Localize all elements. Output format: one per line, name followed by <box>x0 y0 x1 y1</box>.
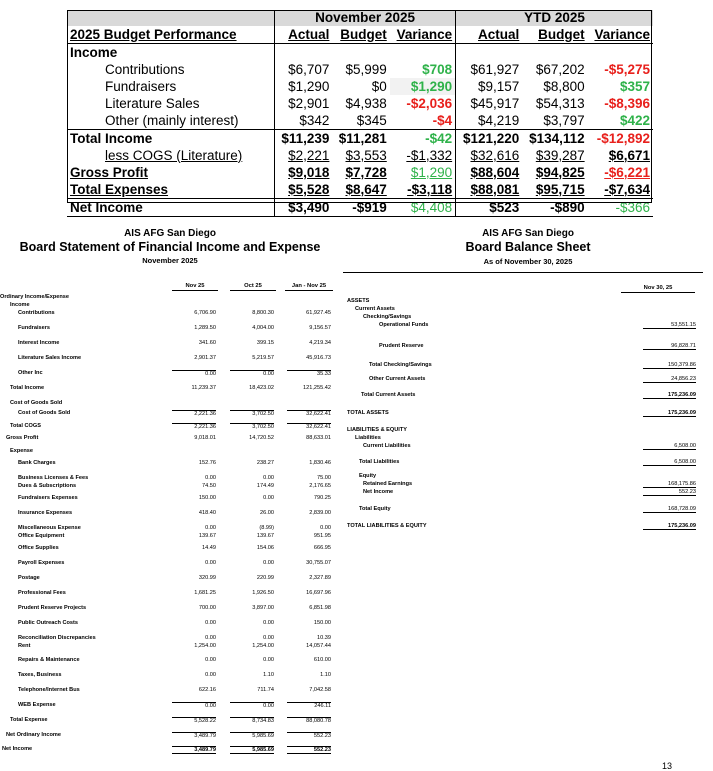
row-label: Insurance Expenses <box>18 510 73 516</box>
balance-col-header: Nov 30, 25 <box>621 285 695 293</box>
row-value: 0.00 <box>230 702 274 709</box>
row-value: 168,175.86 <box>643 481 696 488</box>
table-row <box>0 746 340 754</box>
row-label: TOTAL LIABILITIES & EQUITY <box>347 523 427 529</box>
table-row <box>0 635 340 643</box>
row-value: 14,720.52 <box>249 435 274 441</box>
row-value: 139.67 <box>198 533 216 539</box>
row-label: LIABILITIES & EQUITY <box>347 427 407 433</box>
row-value: 30,755.07 <box>306 560 331 566</box>
table-row <box>0 495 340 503</box>
row-value: 88,080.78 <box>287 717 331 724</box>
row-label: Operational Funds <box>379 322 429 328</box>
row-label: Net Income <box>363 489 394 495</box>
table-row <box>0 590 340 598</box>
col-variance: Variance <box>390 26 456 44</box>
row-value: 0.00 <box>205 635 216 641</box>
row-value: 5,528.22 <box>172 717 216 724</box>
income-title: Board Statement of Financial Income and Expense <box>19 240 321 254</box>
table-row: less COGS (Literature) $2,221 $3,553 -$1,332 $32,616 $39,287 $6,671 <box>105 147 650 163</box>
row-value: 32,622.41 <box>287 410 331 417</box>
row-value: 0.00 <box>172 370 216 377</box>
row-label: WEB Expense <box>18 702 56 708</box>
row-value: 6,508.00 <box>643 459 696 466</box>
row-value: 75.00 <box>317 475 331 481</box>
table-row: Net Income $3,490 -$919 $4,408 $523 -$890 -$366 <box>67 199 653 217</box>
row-value: 9,156.57 <box>309 325 331 331</box>
row-value: 1.10 <box>263 672 274 678</box>
row-value: 175,236.09 <box>643 523 696 530</box>
col-ytd-actual: Actual <box>456 26 523 44</box>
table-row: Contributions $6,707 $5,999 $708 $61,927 $67,202 -$5,275 <box>105 61 650 77</box>
row-label: Ordinary Income/Expense <box>0 294 70 300</box>
row-value: 24,856.23 <box>643 376 696 383</box>
page-number: 13 <box>662 761 673 771</box>
row-value: 175,236.09 <box>643 410 696 417</box>
row-label: Total COGS <box>10 423 41 429</box>
row-label: Taxes, Business <box>18 672 62 678</box>
row-value: 320.99 <box>198 575 216 581</box>
col-budget: Budget <box>332 26 389 44</box>
row-value: 700.00 <box>198 605 216 611</box>
table-row <box>343 489 713 497</box>
row-value: 121,255.42 <box>303 385 331 391</box>
table-row <box>0 545 340 553</box>
table-row <box>343 376 713 384</box>
row-value: 0.00 <box>205 475 216 481</box>
row-value: 2,327.89 <box>309 575 331 581</box>
table-row: Other (mainly interest) $342 $345 -$4 $4,219 $3,797 $422 <box>105 112 650 128</box>
row-value: 8,734.83 <box>230 717 274 724</box>
row-label: Repairs & Maintenance <box>18 657 80 663</box>
row-value: 3,702.50 <box>230 423 274 430</box>
col-actual: Actual <box>275 26 333 44</box>
row-value: 26.00 <box>260 510 274 516</box>
row-label: Interest Income <box>18 340 60 346</box>
row-label: Gross Profit <box>6 435 39 441</box>
row-label: Office Supplies <box>18 545 59 551</box>
row-label: Total Equity <box>359 506 391 512</box>
row-value: 16,697.96 <box>306 590 331 596</box>
row-value: 790.25 <box>313 495 331 501</box>
header-november: November 2025 <box>275 10 456 26</box>
table-row <box>0 533 340 541</box>
table-row <box>343 362 713 370</box>
row-label: Office Equipment <box>18 533 65 539</box>
row-value: 2,176.65 <box>309 483 331 489</box>
table-row <box>0 385 340 393</box>
row-value: 1,681.25 <box>194 590 216 596</box>
row-value: 53,551.15 <box>643 322 696 329</box>
table-row <box>0 657 340 665</box>
row-value: 18,423.02 <box>249 385 274 391</box>
row-label: Net Income <box>2 746 33 752</box>
row-label: Literature Sales Income <box>18 355 82 361</box>
row-label: Cost of Goods Sold <box>18 410 71 416</box>
row-value: 552.23 <box>287 746 331 754</box>
row-value: 152.76 <box>198 460 216 466</box>
table-row <box>0 423 340 431</box>
row-value: 150,379.86 <box>643 362 696 369</box>
header-ytd: YTD 2025 <box>456 10 653 26</box>
row-value: 0.00 <box>263 635 274 641</box>
table-row <box>0 643 340 651</box>
row-value: 35.33 <box>287 370 331 377</box>
row-label: Postage <box>18 575 40 581</box>
row-label: Current Assets <box>355 306 395 312</box>
row-value: 0.00 <box>230 370 274 377</box>
table-row <box>0 687 340 695</box>
header-blank <box>67 10 275 26</box>
table-row <box>343 459 713 467</box>
balance-divider <box>343 272 703 273</box>
row-label: Net Ordinary Income <box>6 732 62 738</box>
table-row <box>0 400 340 408</box>
table-row <box>343 322 713 330</box>
table-row <box>343 306 713 314</box>
row-value: (8.99) <box>259 525 274 531</box>
row-value: 2,901.37 <box>194 355 216 361</box>
row-value: 3,489.79 <box>172 746 216 754</box>
row-label: Contributions <box>18 310 55 316</box>
row-value: 6,851.98 <box>309 605 331 611</box>
row-value: 1,254.00 <box>194 643 216 649</box>
row-value: 154.06 <box>256 545 274 551</box>
row-value: 0.00 <box>172 702 216 709</box>
row-value: 5,985.69 <box>230 746 274 754</box>
row-value: 4,004.00 <box>252 325 274 331</box>
row-value: 74.50 <box>202 483 216 489</box>
table-row <box>0 560 340 568</box>
table-row <box>343 343 713 351</box>
table-row <box>0 717 340 725</box>
row-value: 0.00 <box>263 495 274 501</box>
table-row <box>343 506 713 514</box>
row-value: 96,828.71 <box>643 343 696 350</box>
row-value: 622.16 <box>198 687 216 693</box>
table-row <box>343 314 713 322</box>
row-label: Dues & Subscriptions <box>18 483 77 489</box>
income-company-name: AIS AFG San Diego <box>124 228 216 239</box>
row-label: Income <box>10 302 30 308</box>
row-label: Bank Charges <box>18 460 56 466</box>
table-row <box>343 435 713 443</box>
table-title: 2025 Budget Performance <box>67 26 275 44</box>
table-row <box>0 605 340 613</box>
table-row <box>0 302 340 310</box>
row-value: 951.95 <box>313 533 331 539</box>
row-value: 341.60 <box>198 340 216 346</box>
balance-title: Board Balance Sheet <box>465 240 591 254</box>
table-row: Fundraisers $1,290 $0 $1,290 $9,157 $8,800 $357 <box>105 78 650 94</box>
table-row: Total Income $11,239 $11,281 -$42 $121,220 $134,112 -$12,892 <box>67 130 653 148</box>
row-value: 32,622.41 <box>287 423 331 430</box>
balance-company-name: AIS AFG San Diego <box>482 228 574 239</box>
row-label: Checking/Savings <box>363 314 412 320</box>
row-label: Total Expense <box>10 717 48 723</box>
row-label: Cost of Goods Sold <box>10 400 63 406</box>
row-value: 1,926.50 <box>252 590 274 596</box>
table-row <box>343 481 713 489</box>
table-row: Gross Profit $9,018 $7,728 $1,290 $88,604 $94,825 -$6,221 <box>70 164 650 180</box>
table-row <box>343 392 713 400</box>
row-value: 5,985.69 <box>230 732 274 739</box>
table-row <box>343 473 713 481</box>
table-row <box>0 732 340 740</box>
row-value: 61,927.45 <box>306 310 331 316</box>
table-row <box>0 475 340 483</box>
row-value: 3,897.00 <box>252 605 274 611</box>
row-value: 6,508.00 <box>643 443 696 450</box>
row-value: 8,800.30 <box>252 310 274 316</box>
income-col-oct: Oct 25 <box>230 283 276 291</box>
row-value: 150.00 <box>313 620 331 626</box>
row-label: Telephone/Internet Bus <box>18 687 80 693</box>
balance-date: As of November 30, 2025 <box>483 257 573 266</box>
row-label: TOTAL ASSETS <box>347 410 389 416</box>
row-value: 168,728.09 <box>643 506 696 513</box>
row-value: 139.67 <box>256 533 274 539</box>
table-row <box>0 575 340 583</box>
row-value: 11,239.37 <box>191 385 216 391</box>
table-row <box>0 448 340 456</box>
row-label: Liabilities <box>355 435 381 441</box>
table-row <box>0 310 340 318</box>
table-row <box>0 370 340 378</box>
row-value: 3,489.79 <box>172 732 216 739</box>
table-row <box>0 340 340 348</box>
row-value: 175,236.09 <box>643 392 696 399</box>
row-value: 10.39 <box>317 635 331 641</box>
row-label: Total Liabilities <box>359 459 400 465</box>
table-row <box>0 355 340 363</box>
row-label: Expense <box>10 448 34 454</box>
row-value: 0.00 <box>263 475 274 481</box>
row-label: Other Current Assets <box>369 376 426 382</box>
table-row <box>0 483 340 491</box>
row-label: Equity <box>359 473 377 479</box>
row-value: 6,706.90 <box>194 310 216 316</box>
row-value: 552.23 <box>287 732 331 739</box>
row-label: Business Licenses & Fees <box>18 475 89 481</box>
row-value: 0.00 <box>205 560 216 566</box>
row-value: 0.00 <box>205 525 216 531</box>
table-row <box>0 435 340 443</box>
row-value: 666.95 <box>313 545 331 551</box>
row-label: Miscellaneous Expense <box>18 525 81 531</box>
table-row <box>0 410 340 418</box>
income-section-label: Income <box>67 44 275 62</box>
table-row <box>0 510 340 518</box>
table-row <box>0 325 340 333</box>
row-value: 1.10 <box>320 672 331 678</box>
row-value: 174.49 <box>256 483 274 489</box>
row-label: Fundraisers Expenses <box>18 495 78 501</box>
table-row: Literature Sales $2,901 $4,938 -$2,036 $45,917 $54,313 -$8,396 <box>105 95 650 111</box>
income-col-nov: Nov 25 <box>172 283 218 291</box>
row-value: 238.27 <box>256 460 274 466</box>
row-value: 2,221.36 <box>172 423 216 430</box>
row-label: Prudent Reserve <box>379 343 424 349</box>
table-row: Total Expenses $5,528 $8,647 -$3,118 $88,081 $95,715 -$7,634 <box>70 181 650 197</box>
row-label: Total Income <box>10 385 45 391</box>
row-value: 9,018.01 <box>194 435 216 441</box>
row-label: Retained Earnings <box>363 481 413 487</box>
col-ytd-budget: Budget <box>522 26 587 44</box>
row-value: 1,289.50 <box>194 325 216 331</box>
row-value: 14,057.44 <box>306 643 331 649</box>
row-label: Rent <box>18 643 31 649</box>
row-value: 711.74 <box>257 687 274 693</box>
row-value: 399.15 <box>256 340 274 346</box>
row-value: 7,042.58 <box>309 687 331 693</box>
row-value: 3,702.50 <box>230 410 274 417</box>
table-row <box>0 620 340 628</box>
row-label: Public Outreach Costs <box>18 620 78 626</box>
row-value: 552.23 <box>643 489 696 496</box>
row-value: 45,916.73 <box>306 355 331 361</box>
row-value: 0.00 <box>263 657 274 663</box>
row-value: 5,219.57 <box>252 355 274 361</box>
row-label: Reconciliation Discrepancies <box>18 635 96 641</box>
row-value: 0.00 <box>320 525 331 531</box>
row-value: 0.00 <box>263 560 274 566</box>
row-value: 0.00 <box>205 657 216 663</box>
row-label: Total Current Assets <box>361 392 416 398</box>
row-label: Other Inc <box>18 370 43 376</box>
row-value: 2,839.00 <box>309 510 331 516</box>
table-row <box>343 427 713 435</box>
row-value: 220.99 <box>256 575 274 581</box>
row-value: 88,633.01 <box>306 435 331 441</box>
row-value: 1,254.00 <box>252 643 274 649</box>
row-value: 418.40 <box>198 510 216 516</box>
table-row <box>0 672 340 680</box>
row-label: Fundraisers <box>18 325 51 331</box>
row-label: Prudent Reserve Projects <box>18 605 87 611</box>
table-row <box>343 443 713 451</box>
row-label: Professional Fees <box>18 590 66 596</box>
row-value: 0.00 <box>263 620 274 626</box>
row-value: 4,219.34 <box>309 340 331 346</box>
row-label: ASSETS <box>347 298 370 304</box>
row-value: 1,830.46 <box>309 460 331 466</box>
row-value: 0.00 <box>205 620 216 626</box>
row-value: 2,221.36 <box>172 410 216 417</box>
income-period: November 2025 <box>142 256 198 265</box>
row-label: Payroll Expenses <box>18 560 65 566</box>
row-value: 0.00 <box>205 672 216 678</box>
row-value: 610.00 <box>313 657 331 663</box>
table-row <box>343 523 713 531</box>
table-row <box>0 525 340 533</box>
row-value: 246.11 <box>287 702 331 709</box>
table-row <box>343 410 713 418</box>
table-row <box>343 298 713 306</box>
income-col-ytd: Jan - Nov 25 <box>285 283 333 291</box>
table-row <box>0 702 340 710</box>
table-row <box>0 460 340 468</box>
row-value: 150.00 <box>198 495 216 501</box>
row-label: Current Liabilities <box>363 443 411 449</box>
table-row <box>0 294 340 302</box>
col-ytd-variance: Variance <box>588 26 653 44</box>
row-label: Total Checking/Savings <box>369 362 432 368</box>
row-value: 14.49 <box>202 545 216 551</box>
budget-performance-table <box>67 10 653 217</box>
